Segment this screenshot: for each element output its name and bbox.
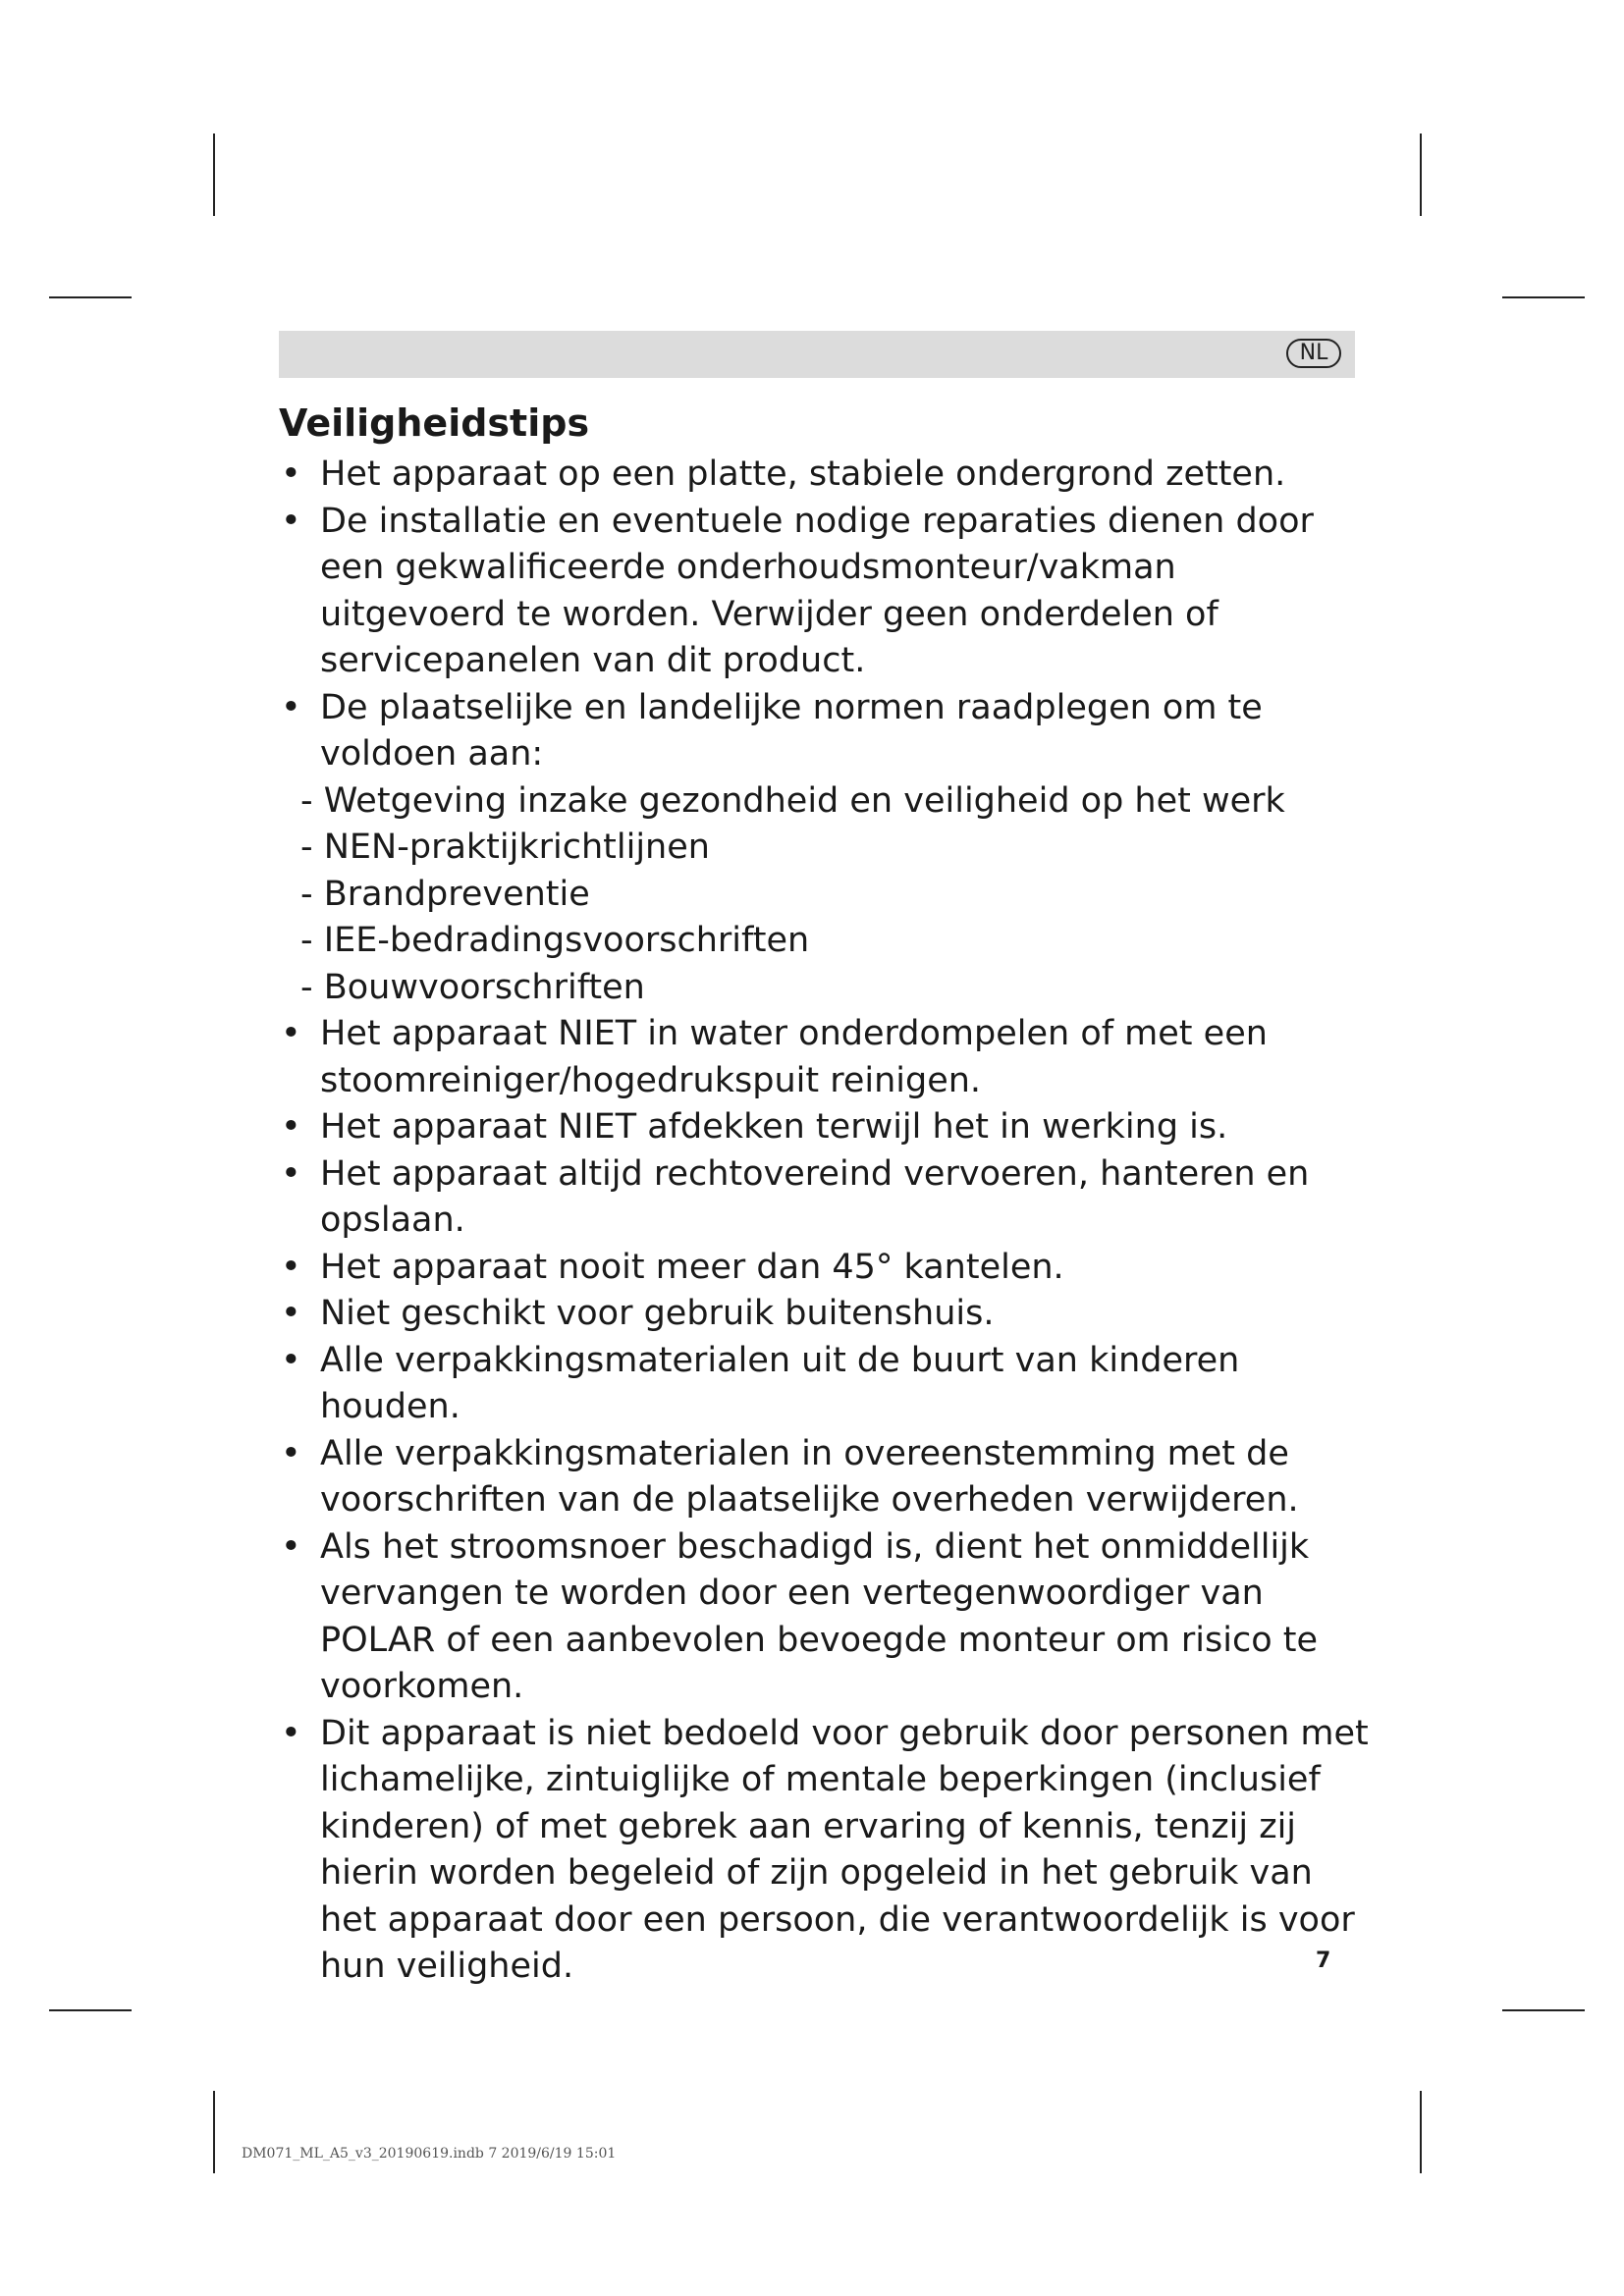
section-title: Veiligheidstips — [279, 401, 590, 445]
list-item: • Het apparaat op een platte, stabiele ondergrond zetten. — [279, 452, 1369, 499]
page-number: 7 — [1316, 1949, 1331, 1973]
crop-mark-left-lower — [49, 2009, 132, 2011]
crop-mark-left-upper — [49, 296, 132, 298]
crop-mark-top-left — [213, 133, 215, 216]
safety-section — [279, 397, 1369, 1991]
list-item: • Het apparaat nooit meer dan 45° kantelen. — [279, 1245, 1369, 1292]
header-band — [279, 331, 1355, 378]
crop-mark-right-lower — [1502, 2009, 1585, 2011]
list-item: • De installatie en eventuele nodige reparaties dienen door een gekwalificeerde onderhoudsmonteur/vakman uitgevoerd te worden. Verwijder geen onderdelen of servicepanelen van dit product. — [279, 499, 1369, 685]
print-slug: DM071_ML_A5_v3_20190619.indb 7 2019/6/19 15:01 — [242, 2146, 617, 2162]
sublist-item: - Brandpreventie — [300, 874, 590, 914]
crop-mark-top-right — [1420, 133, 1422, 216]
list-item: • Alle verpakkingsmaterialen in overeenstemming met de voorschriften van de plaatselijke overheden verwijderen. — [279, 1431, 1369, 1524]
list-item: • Het apparaat altijd rechtovereind vervoeren, hanteren en opslaan. — [279, 1151, 1369, 1245]
crop-mark-right-upper — [1502, 296, 1585, 298]
list-item: • Alle verpakkingsmaterialen uit de buurt van kinderen houden. — [279, 1338, 1369, 1431]
list-item: • Als het stroomsnoer beschadigd is, dient het onmiddellijk vervangen te worden door een vertegenwoordiger van POLAR of een aanbevolen bevoegde monteur om risico te voorkomen. — [279, 1524, 1369, 1711]
sublist-item: - IEE-bedradingsvoorschriften — [300, 921, 810, 960]
standards-sublist — [279, 778, 1369, 1012]
list-item: • De plaatselijke en landelijke normen raadplegen om te voldoen aan: - Wetgeving inzake gezondheid en veiligheid op het werk - NEN-praktijkrichtlijnen - Brandpreventie - IEE-bedradingsvoorschriften - Bouwvoorschriften — [279, 685, 1369, 1012]
crop-mark-bottom-left — [213, 2091, 215, 2173]
list-item: • Het apparaat NIET in water onderdompelen of met een stoomreiniger/hogedrukspuit reinigen. — [279, 1011, 1369, 1104]
sublist-item: - Bouwvoorschriften — [300, 967, 645, 1007]
language-badge: NL — [1286, 339, 1341, 368]
safety-tips-list — [279, 452, 1369, 1991]
list-item: • Dit apparaat is niet bedoeld voor gebruik door personen met lichamelijke, zintuiglijke of mentale beperkingen (inclusief kinderen) of met gebrek aan ervaring of kennis, tenzij zij hierin worden begeleid of zijn opgeleid in het gebruik van het apparaat door een persoon, die verantwoordelijk is voor hun veiligheid. — [279, 1711, 1369, 1991]
list-item: • Niet geschikt voor gebruik buitenshuis. — [279, 1291, 1369, 1338]
sublist-item: - NEN-praktijkrichtlijnen — [300, 828, 710, 867]
crop-mark-bottom-right — [1420, 2091, 1422, 2173]
list-item: • Het apparaat NIET afdekken terwijl het in werking is. — [279, 1104, 1369, 1151]
sublist-item: - Wetgeving inzake gezondheid en veiligheid op het werk — [300, 780, 1285, 821]
